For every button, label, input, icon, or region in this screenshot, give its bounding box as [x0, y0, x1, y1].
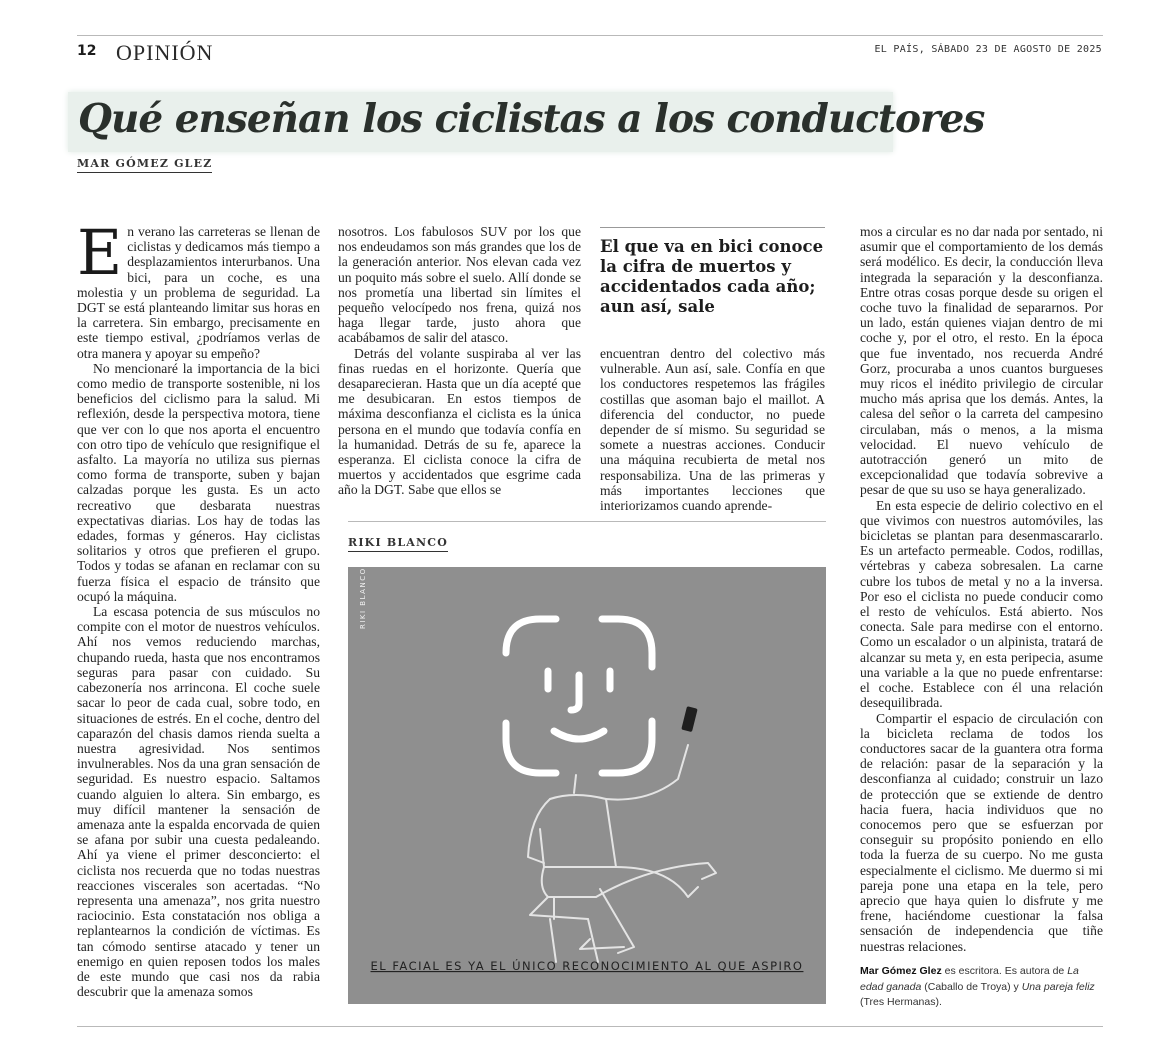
dropcap: E: [77, 216, 123, 289]
page-number: 12: [77, 43, 97, 59]
figure-body: [528, 745, 716, 962]
paragraph: mos a circular es no dar nada por sentado, ni asumir que el comportamiento de los demás será modélico. Es decir, la conducción lleva integrada la separación y la desconfianza. Entre otras cosas porque desde su origen el coche tuvo la finalidad de separarnos. Por un lado, están quienes viajan dentro de mi coche y, por el otro, el resto. En la época que fue inventado, nos recuerda André Gorz, procuraba a unos cuantos burgueses muy ricos el inédito privilegio de circular mucho más aprisa que los demás. Antes, la calesa del señor o la carreta del campesino circulaban, más o menos, a la misma velocidad. El nuevo vehículo de autotracción generó un mito de excepcionalidad que todavía sobrevive a pesar de que su uso se haya generalizado.: [860, 224, 1103, 498]
paragraph: n verano las carreteras se llenan de ciclistas y dedicamos más tiempo a desplazamientos interurbanos. Una bici, para un coche, es una molestia y un problema de seguridad. La DGT se está planteando limitar sus horas en la carretera. Sin embargo, precisamente en este tiempo estival, ¿podríamos verlas de otra manera y apoyar su empeño?: [77, 224, 320, 361]
bio-text: (Caballo de Troya) y: [921, 980, 1022, 993]
paragraph: La escasa potencia de sus músculos no compite con el motor de nuestros vehículos. Ahí nos vemos reduciendo marchas, chupando rueda, hasta que nos encontramos seguras para pasar con cuidado. Su cabezonería nos arrincona. El coche suele sacar lo peor de cada cual, sobre todo, en situaciones de estrés. En el coche, dentro del caparazón del chasis damos rienda suelta a nuestra agresividad. Nos sentimos invulnerables. Nos da una gran sensación de seguridad. Es nuestro espacio. Saltamos cuando alguien lo altera. Sin embargo, es muy difícil mantener la sensación de amenaza ante la espalda encorvada de quien se afana por subir una cuesta pedaleando. Ahí ya viene el primer desconcierto: el ciclista nos recuerda que no todas nuestras reacciones viscerales son acertadas. “No representa una amenaza”, nos grita nuestro raciocinio. Esta constatación nos obliga a replantearnos la condición de víctimas. Es tan cómodo sentirse atacado y tener un enemigo en quien reposen todos los males de este mundo que casi nos da rabia descubrir que la amenaza somos: [77, 604, 320, 1000]
column-2: [338, 224, 581, 500]
phone-icon: [681, 706, 697, 732]
column-4: [860, 224, 1103, 954]
face: [548, 671, 610, 739]
illustration-rule: [348, 521, 826, 522]
bio-text: (Tres Hermanas).: [860, 996, 942, 1008]
byline: MAR GÓMEZ GLEZ: [77, 157, 212, 173]
book-title: La edad ganada: [860, 965, 1079, 993]
paragraph: No mencionaré la importancia de la bici como medio de transporte sostenible, ni los beneficios del ciclismo para la salud. Mi reflexión, desde la perspectiva motora, tiene que ver con lo que nos aporta el encuentro con otro tipo de vehículo que resignifique el asfalto. La mayoría no utiliza sus piernas como forma de transporte, suben y bajan calzadas porque les gusta. Es un acto recreativo que desbarata nuestras expectativas diarias. Los hay de todas las edades, formas y géneros. Hay ciclistas solitarios y otros que prefieren el grupo. Todos y todas se afanan en reclamar con su fuerza física el espacio de tránsito que ocupó la máquina.: [77, 360, 320, 604]
paragraph: Compartir el espacio de circulación con la bicicleta reclama de todos los conductores sacar de la guantera otra forma de relación: pasar de la separación y la desconfianza al cuidado; construir un lazo de protección que se extiende de dentro hacia fuera, hacia individuos que no conocemos pero que se esfuerzan por conseguir su propósito poniendo en ello toda la fuerza de su cuerpo. No me gusta especialmente el ciclismo. Me duermo si mi pareja pone una etapa en la tele, pero aprecio que haya quien lo disfrute y me frene, haciéndome cuestionar la falsa sensación de independencia que tiñe nuestras relaciones.: [860, 710, 1103, 954]
top-rule: [77, 35, 1103, 36]
paragraph: nosotros. Los fabulosos SUV por los que nos endeudamos son más grandes que los de la generación anterior. Nos elevan cada vez un poquito más sobre el suelo. Allí donde se nos prometía una libertad sin límites el pequeño velocípedo nos frena, quizá nos haga llegar tarde, justo ahora que acabábamos de salir del atasco.: [338, 224, 581, 346]
illustration-signature: RIKI BLANCO: [359, 567, 367, 629]
section-title: OPINIÓN: [116, 40, 214, 65]
bottom-rule: [77, 1026, 1103, 1027]
author-bio: [860, 964, 1105, 1011]
illustration-credit: RIKI BLANCO: [348, 536, 448, 552]
pull-quote: El que va en bici conoce la cifra de muertos y accidentados cada año; aun así, sale: [600, 237, 824, 316]
headline: Qué enseñan los ciclistas a los conductores: [78, 96, 985, 142]
author-name: Mar Gómez Glez: [860, 965, 942, 977]
illustration-caption: EL FACIAL ES YA EL ÚNICO RECONOCIMIENTO AL QUE ASPIRO: [370, 959, 804, 973]
bio-text: es escritora. Es autora de: [941, 965, 1068, 977]
book-title: Una pareja feliz: [1021, 980, 1095, 993]
dateline: EL PAÍS, SÁBADO 23 DE AGOSTO DE 2025: [874, 44, 1102, 55]
column-1: [77, 216, 320, 1010]
column-3: [600, 346, 825, 514]
paragraph: En esta especie de delirio colectivo en el que vivimos con nuestros automóviles, las bicicletas se plantan para desenmascararlo. Es un artefacto permeable. Codos, rodillas, vértebras y cabeza sobresalen. La carne cubre los tubos de metal y no a la inversa. Por eso el ciclista no puede conducir como el resto de vehículos. Está abierto. Nos conecta. Sale para medirse con el entorno. Como un escalador o un alpinista, tratará de alcanzar su meta y, en esta peripecia, asume una variable a la que no puede enfrentarse: el coche. Establece con él una relación desequilibrada.: [860, 497, 1103, 711]
illustration-drawing: [348, 567, 826, 1004]
paragraph: encuentran dentro del colectivo más vulnerable. Aun así, sale. Confía en que los conductores respetemos las frágiles costillas que asoman bajo el maillot. A diferencia del conductor, no puede depender de sí mismo. Su seguridad se somete a nuestras acciones. Conducir una máquina recubierta de metal nos responsabiliza. Una de las primeras y más importantes lecciones que interiorizamos cuando aprende-: [600, 346, 825, 514]
illustration: [348, 567, 826, 1004]
paragraph: Detrás del volante suspiraba al ver las finas ruedas en el horizonte. Quería que desaparecieran. Hasta que un día acepté que me desubicaran. En estos tiempos de máxima desconfianza el ciclista es la única persona en el mundo que todavía confía en la humanidad. Detrás de su fe, aparece la esperanza. El ciclista conoce la cifra de muertos y accidentados que esgrime cada año la DGT. Sabe que ellos se: [338, 345, 581, 498]
pull-quote-rule: [600, 227, 825, 228]
